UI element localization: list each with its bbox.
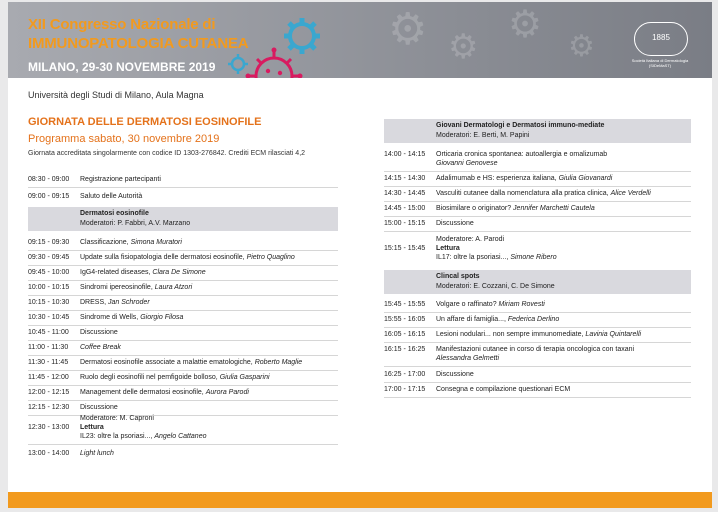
row-content [436, 370, 474, 379]
divider [384, 327, 691, 328]
row-desc: Lesioni nodulari... non sempre immunomediate, [436, 331, 584, 338]
row-desc: Sindromi ipereosinofile, [80, 284, 153, 291]
row-desc: Orticaria cronica spontanea: autoallergia e omalizumab [436, 151, 608, 158]
row-speaker: Laura Atzori [154, 284, 193, 291]
gear-icon: ⚙ [448, 28, 479, 66]
row-time: 14:00 - 14:15 [384, 151, 426, 158]
section-header [384, 119, 691, 143]
seal-year: 1885 [652, 33, 670, 42]
row-speaker: Jan Schroder [108, 299, 150, 306]
row-time: 16:15 - 16:25 [384, 346, 426, 353]
row-desc: Discussione [436, 371, 474, 378]
row-content [80, 328, 118, 337]
row-time: 14:45 - 15:00 [384, 205, 426, 212]
divider [28, 355, 338, 356]
divider [28, 310, 338, 311]
header-banner [8, 2, 712, 78]
divider [28, 295, 338, 296]
society-seal [634, 22, 688, 56]
row-speaker: Aurora Parodi [205, 389, 249, 396]
row-time: 12:00 - 12:15 [28, 389, 70, 396]
section-title: Clincal spots [436, 273, 480, 280]
divider [28, 370, 338, 371]
divider [28, 325, 338, 326]
divider [28, 280, 338, 281]
row-time: 09:45 - 10:00 [28, 269, 70, 276]
row-speaker: Simone Ribero [510, 254, 557, 261]
row-speaker: Roberto Maglie [254, 359, 303, 366]
row-time: 10:30 - 10:45 [28, 314, 70, 321]
divider [384, 216, 691, 217]
row-desc: Sindrome di Wells, [80, 314, 139, 321]
footer-bar [8, 492, 712, 508]
row-speaker: Jennifer Marchetti Cautela [513, 205, 595, 212]
row-time: 15:55 - 16:05 [384, 316, 426, 323]
divider [384, 186, 691, 187]
row-content [436, 300, 545, 309]
section-title: Giovani Dermatologi e Dermatosi immuno-mediate [436, 122, 605, 129]
row-desc: Un affare di famiglia..., [436, 316, 506, 323]
congress-title-line1: XII Congresso Nazionale di [28, 16, 216, 33]
accreditation-text: Giornata accreditata singolarmente con codice ID 1303-276842. Crediti ECM rilasciati 4,2 [28, 150, 306, 157]
row-desc: Registrazione partecipanti [80, 176, 161, 183]
lettura-moderator: Moderatore: A. Parodi [436, 236, 505, 243]
row-time: 12:30 - 13:00 [28, 424, 70, 431]
row-content [436, 315, 559, 324]
divider [384, 231, 691, 232]
row-content [80, 268, 206, 277]
row-content [80, 313, 183, 322]
row-desc: Update sulla fisiopatologia delle dermatosi eosinofile, [80, 254, 245, 261]
row-content [80, 343, 121, 352]
divider [384, 397, 691, 398]
divider [384, 171, 691, 172]
row-time: 16:25 - 17:00 [384, 371, 426, 378]
row-content [436, 219, 474, 228]
row-time: 14:30 - 14:45 [384, 190, 426, 197]
row-time: 10:45 - 11:00 [28, 329, 69, 336]
row-time: 15:00 - 15:15 [384, 220, 426, 227]
congress-logo-icon [226, 16, 336, 78]
row-content [436, 345, 634, 363]
row-desc: Discussione [80, 329, 118, 336]
row-desc: Management delle dermatosi eosinofile, [80, 389, 204, 396]
row-desc: Classificazione, [80, 239, 129, 246]
divider [384, 382, 691, 383]
row-speaker: Federica Derlino [507, 316, 560, 323]
row-time: 12:15 - 12:30 [28, 404, 70, 411]
row-desc: Consegna e compilazione questionari ECM [436, 386, 571, 393]
row-time: 11:00 - 11:30 [28, 344, 69, 351]
row-desc: IgG4-related diseases, [80, 269, 151, 276]
row-speaker: Giovanni Genovese [436, 160, 498, 167]
row-time: 11:45 - 12:00 [28, 374, 69, 381]
row-content [80, 238, 182, 247]
divider [28, 444, 338, 445]
row-desc: Biosimilare o originator? [436, 205, 512, 212]
gear-icon: ⚙ [388, 5, 428, 54]
section-moderators: Moderatori: E. Cozzani, C. De Simone [436, 283, 555, 290]
row-content [80, 358, 302, 367]
section-moderators: Moderatori: E. Berti, M. Papini [436, 132, 530, 139]
row-content [436, 189, 651, 198]
row-speaker: Simona Muratori [130, 239, 182, 246]
divider [384, 312, 691, 313]
row-content [80, 403, 118, 412]
divider [28, 415, 338, 416]
lettura-moderator: Moderatore: M. Caproni [80, 415, 154, 422]
row-speaker: Coffee Break [80, 344, 121, 351]
row-speaker: Alice Verdelli [610, 190, 651, 197]
row-speaker: Miriam Rovesti [498, 301, 545, 308]
divider [28, 187, 338, 188]
row-desc: DRESS, [80, 299, 107, 306]
row-time: 13:00 - 14:00 [28, 450, 70, 457]
row-desc: Saluto delle Autorità [80, 193, 143, 200]
row-time: 08:30 - 09:00 [28, 176, 70, 183]
row-content [80, 253, 295, 262]
row-speaker: Giulia Gasparini [219, 374, 270, 381]
section-header [28, 207, 338, 231]
row-desc: Adalimumab e HS: esperienza italiana, [436, 175, 557, 182]
row-content [436, 385, 570, 394]
divider [28, 340, 338, 341]
row-desc: Discussione [80, 404, 118, 411]
row-time: 11:30 - 11:45 [28, 359, 69, 366]
row-content [436, 330, 641, 339]
row-desc: IL17: oltre la psoriasi..., [436, 254, 509, 261]
day-title: GIORNATA DELLE DERMATOSI EOSINOFILE [28, 116, 262, 128]
row-speaker: Clara De Simone [152, 269, 206, 276]
row-speaker: Pietro Quaglino [246, 254, 295, 261]
divider [28, 400, 338, 401]
row-time: 09:00 - 09:15 [28, 193, 70, 200]
program-page [8, 2, 712, 508]
congress-dates: MILANO, 29-30 NOVEMBRE 2019 [28, 60, 216, 74]
row-content [436, 150, 607, 168]
row-time: 10:00 - 10:15 [28, 284, 70, 291]
row-time: 15:45 - 15:55 [384, 301, 426, 308]
row-time: 09:30 - 09:45 [28, 254, 70, 261]
congress-title-line2: IMMUNOPATOLOGIA CUTANEA [28, 35, 249, 52]
divider [28, 265, 338, 266]
section-moderators: Moderatori: P. Fabbri, A.V. Marzano [80, 220, 191, 227]
divider [384, 201, 691, 202]
section-title: Dermatosi eosinofile [80, 210, 149, 217]
divider [384, 366, 691, 367]
divider [28, 385, 338, 386]
row-desc: Vasculiti cutanee dalla nomenclatura alla pratica clinica, [436, 190, 609, 197]
row-content [80, 373, 270, 382]
row-speaker: Light lunch [80, 450, 114, 457]
row-time: 10:15 - 10:30 [28, 299, 70, 306]
seal-caption: Società Italiana di Dermatologia (SIDeMaST) [631, 58, 689, 68]
row-content [436, 174, 612, 183]
row-time: 15:15 - 15:45 [384, 245, 426, 252]
row-speaker: Giulia Giovanardi [558, 175, 613, 182]
row-desc: Discussione [436, 220, 474, 227]
row-speaker: Giorgio Filosa [140, 314, 184, 321]
lettura-label: Lettura [436, 245, 460, 252]
divider [384, 342, 691, 343]
row-time: 14:15 - 14:30 [384, 175, 426, 182]
row-speaker: Angelo Cattaneo [154, 433, 207, 440]
row-speaker: Lavinia Quintarelli [585, 331, 642, 338]
row-desc: Dermatosi eosinofile associate a malattie ematologiche, [80, 359, 253, 366]
row-speaker: Alessandra Gelmetti [436, 355, 500, 362]
row-time: 17:00 - 17:15 [384, 386, 426, 393]
row-desc: Volgare o raffinato? [436, 301, 497, 308]
row-time: 16:05 - 16:15 [384, 331, 426, 338]
section-header [384, 270, 691, 294]
gear-icon: ⚙ [568, 30, 595, 63]
day-subtitle: Programma sabato, 30 novembre 2019 [28, 133, 220, 145]
row-content [436, 204, 595, 213]
row-content [80, 298, 150, 307]
row-desc: Manifestazioni cutanee in corso di terapia oncologica con taxani [436, 346, 635, 353]
divider [28, 250, 338, 251]
row-desc: Ruolo degli eosinofili nel pemfigoide bolloso, [80, 374, 218, 381]
venue-text: Università degli Studi di Milano, Aula Magna [28, 90, 204, 100]
gear-icon: ⚙ [508, 4, 543, 46]
lettura-label: Lettura [80, 424, 104, 431]
row-time: 09:15 - 09:30 [28, 239, 70, 246]
row-desc: IL23: oltre la psoriasi..., [80, 433, 153, 440]
row-content [80, 283, 192, 292]
row-content [80, 388, 249, 397]
